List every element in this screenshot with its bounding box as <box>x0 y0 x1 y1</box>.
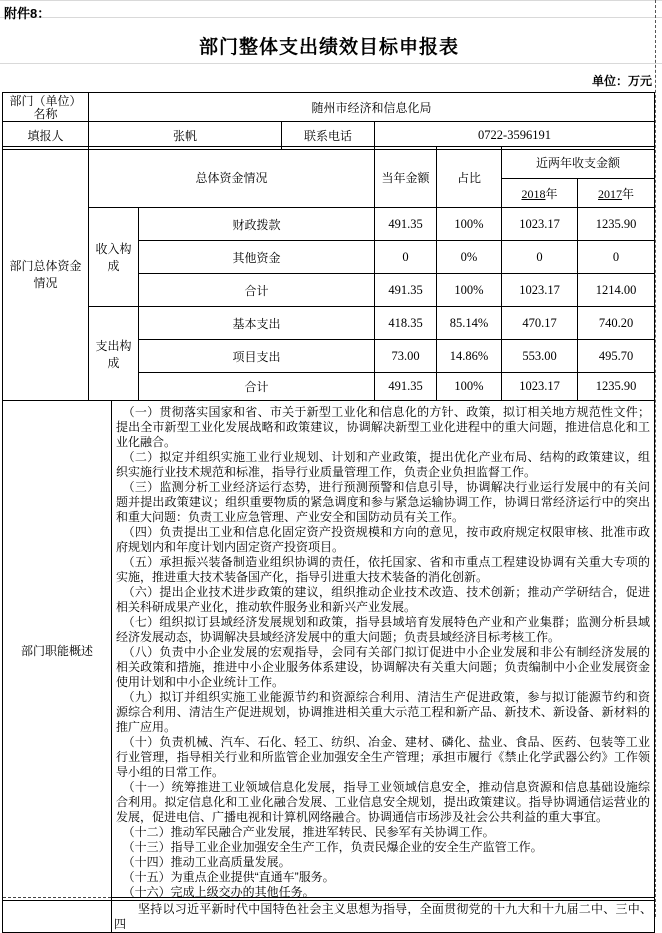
row-current: 491.35 <box>375 208 437 241</box>
functions-text <box>112 401 655 901</box>
year-2018-header <box>502 179 578 208</box>
function-item: （二）拟定并组织实施工业行业规划、计划和产业政策，提出优化产业布局、结构的政策建议，组织实施行业技术规范和标准，指导行业质量管理工作，负责企业负担监督工作。 <box>116 449 650 479</box>
function-item: （七）组织拟订县域经济发展规划和政策，指导县域培育发展特色产业和产业集群；监测分析县域经济发展动态，协调解决县域经济发展中的重大问题；负责县域经济目标考核工作。 <box>116 614 650 644</box>
row-label: 基本支出 <box>139 307 375 340</box>
row-label: 合计 <box>139 373 375 401</box>
current-amount-header: 当年金额 <box>375 147 437 208</box>
expense-group-label: 支出构成 <box>89 307 139 401</box>
row-2017: 1235.90 <box>578 373 655 401</box>
overall-funds-header: 总体资金情况 <box>89 147 375 208</box>
row-ratio: 100% <box>437 208 502 241</box>
next-section-label-cell <box>3 898 112 933</box>
function-item: （九）拟订并组织实施工业能源节约和资源综合利用、清洁生产促进政策，参与拟订能源节约和资源综合利用、清洁生产促进规划，协调推进相关重大示范工程和新产品、新技术、新设备、新材料的推广应用。 <box>116 689 650 734</box>
attachment-label: 附件8： <box>4 6 51 21</box>
next-section-text-cell <box>112 898 655 933</box>
row-ratio: 0% <box>437 241 502 274</box>
row-current: 0 <box>375 241 437 274</box>
recent-years-header: 近两年收支金额 <box>502 147 655 179</box>
functions-label: 部门职能概述 <box>3 401 112 901</box>
next-section-table <box>2 897 655 933</box>
reporter-value: 张帆 <box>89 122 282 150</box>
info-table <box>2 92 655 150</box>
row-2018: 1023.17 <box>502 373 578 401</box>
functions-table <box>2 400 655 901</box>
divider-line-2 <box>0 63 662 64</box>
row-2017: 1235.90 <box>578 208 655 241</box>
function-item: （十）负责机械、汽车、石化、轻工、纺织、冶金、建材、磷化、盐业、食品、医药、包装等工业行业管理，指导相关行业和所监管企业加强安全生产管理；承担市履行《禁止化学武器公约》工作领导小组的日常工作。 <box>116 734 650 779</box>
function-item: （五）承担振兴装备制造业组织协调的责任，依托国家、省和市重点工程建设协调有关重大专项的实施，推进重大技术装备国产化，指导引进重大技术装备的消化创新。 <box>116 554 650 584</box>
row-2017: 740.20 <box>578 307 655 340</box>
year-2018-number: 2018 <box>521 186 546 201</box>
funds-section-label: 部门总体资金情况 <box>3 147 89 401</box>
row-2018: 470.17 <box>502 307 578 340</box>
function-item: （三）监测分析工业经济运行态势，进行预测预警和信息引导，协调解决行业运行发展中的有关问题并提出政策建议；组织重要物质的紧急调度和参与紧急运输协调工作，协调日常经济运行中的突出和重大问题：负责工业应急管理、产业安全和国防动员有关工作。 <box>116 479 650 524</box>
phone-value: 0722-3596191 <box>375 122 655 150</box>
divider-line-1 <box>0 17 662 18</box>
row-label: 其他资金 <box>139 241 375 274</box>
row-label: 财政拨款 <box>139 208 375 241</box>
function-item: （一）贯彻落实国家和省、市关于新型工业化和信息化的方针、政策，拟订相关地方规范性文件；提出全市新型工业化发展战略和政策建议，协调解决新型工业化进程中的重大问题，推进信息化和工业化融合。 <box>116 404 650 449</box>
row-2017: 0 <box>578 241 655 274</box>
row-label: 合计 <box>139 274 375 307</box>
row-2018: 0 <box>502 241 578 274</box>
year-2017-suffix: 年 <box>622 186 635 201</box>
row-current: 491.35 <box>375 274 437 307</box>
row-ratio: 100% <box>437 274 502 307</box>
row-2018: 1023.17 <box>502 274 578 307</box>
function-item: （十一）统筹推进工业领域信息化发展，指导工业领域信息安全，推动信息资源和信息基础设施综合利用。拟定信息化和工业化融合发展、工业信息安全规划，提出政策建议。指导协调通信运营业的发展，促进电信、广播电视和计算机网络融合。协调通信市场涉及社会公共利益的重大事宜。 <box>116 779 650 824</box>
function-item: （六）提出企业技术进步政策的建议，组织推动企业技术改造、技术创新；推动产学研结合，促进相关科研成果产业化，推动软件服务业和新兴产业发展。 <box>116 584 650 614</box>
row-2017: 1214.00 <box>578 274 655 307</box>
next-section-partial-text: 坚持以习近平新时代中国特色社会主义思想为指导，全面贯彻党的十九大和十九届二中、三中、四 <box>114 902 652 931</box>
page-title: 部门整体支出绩效目标申报表 <box>198 37 459 58</box>
function-item: （十四）推动工业高质量发展。 <box>122 854 291 869</box>
row-2018: 553.00 <box>502 340 578 373</box>
year-2017-header <box>578 179 655 208</box>
funds-table <box>2 146 655 401</box>
row-label: 项目支出 <box>139 340 375 373</box>
row-2018: 1023.17 <box>502 208 578 241</box>
function-item: （十五）为重点企业提供“直通车”服务。 <box>122 869 335 884</box>
row-current: 491.35 <box>375 373 437 401</box>
row-ratio: 14.86% <box>437 340 502 373</box>
income-group-label: 收入构成 <box>89 208 139 307</box>
row-2017: 495.70 <box>578 340 655 373</box>
function-item: （十三）指导工业企业加强安全生产工作，负责民爆企业的安全生产监管工作。 <box>122 839 543 854</box>
year-2017-number: 2017 <box>598 186 623 201</box>
phone-label: 联系电话 <box>282 122 375 150</box>
page-break-dashed-line <box>655 0 656 917</box>
function-item: （八）负责中小企业发展的宏观指导，会同有关部门拟订促进中小企业发展和非公有制经济发展的相关政策和措施，推进中小企业服务体系建设，协调解决有关重大问题；负责编制中小企业发展资金使用计划和中小企业统计工作。 <box>116 644 650 689</box>
row-ratio: 85.14% <box>437 307 502 340</box>
year-2018-suffix: 年 <box>545 186 558 201</box>
unit-note: 单位：万元 <box>591 74 652 88</box>
function-item: （十二）推动军民融合产业发展，推进军转民、民参军有关协调工作。 <box>122 824 495 839</box>
dept-name-value: 随州市经济和信息化局 <box>89 93 655 122</box>
function-item: （四）负责提出工业和信息化固定资产投资规模和方向的意见，按市政府规定权限审核、批准市政府规划内和年度计划内固定资产投资项目。 <box>116 524 650 554</box>
row-ratio: 100% <box>437 373 502 401</box>
dept-name-label: 部门（单位）名称 <box>3 93 89 122</box>
function-item: （十六）完成上级交办的其他任务。 <box>122 884 315 899</box>
ratio-header: 占比 <box>437 147 502 208</box>
row-current: 418.35 <box>375 307 437 340</box>
reporter-label: 填报人 <box>3 122 89 150</box>
row-current: 73.00 <box>375 340 437 373</box>
divider-line-top <box>0 0 662 1</box>
